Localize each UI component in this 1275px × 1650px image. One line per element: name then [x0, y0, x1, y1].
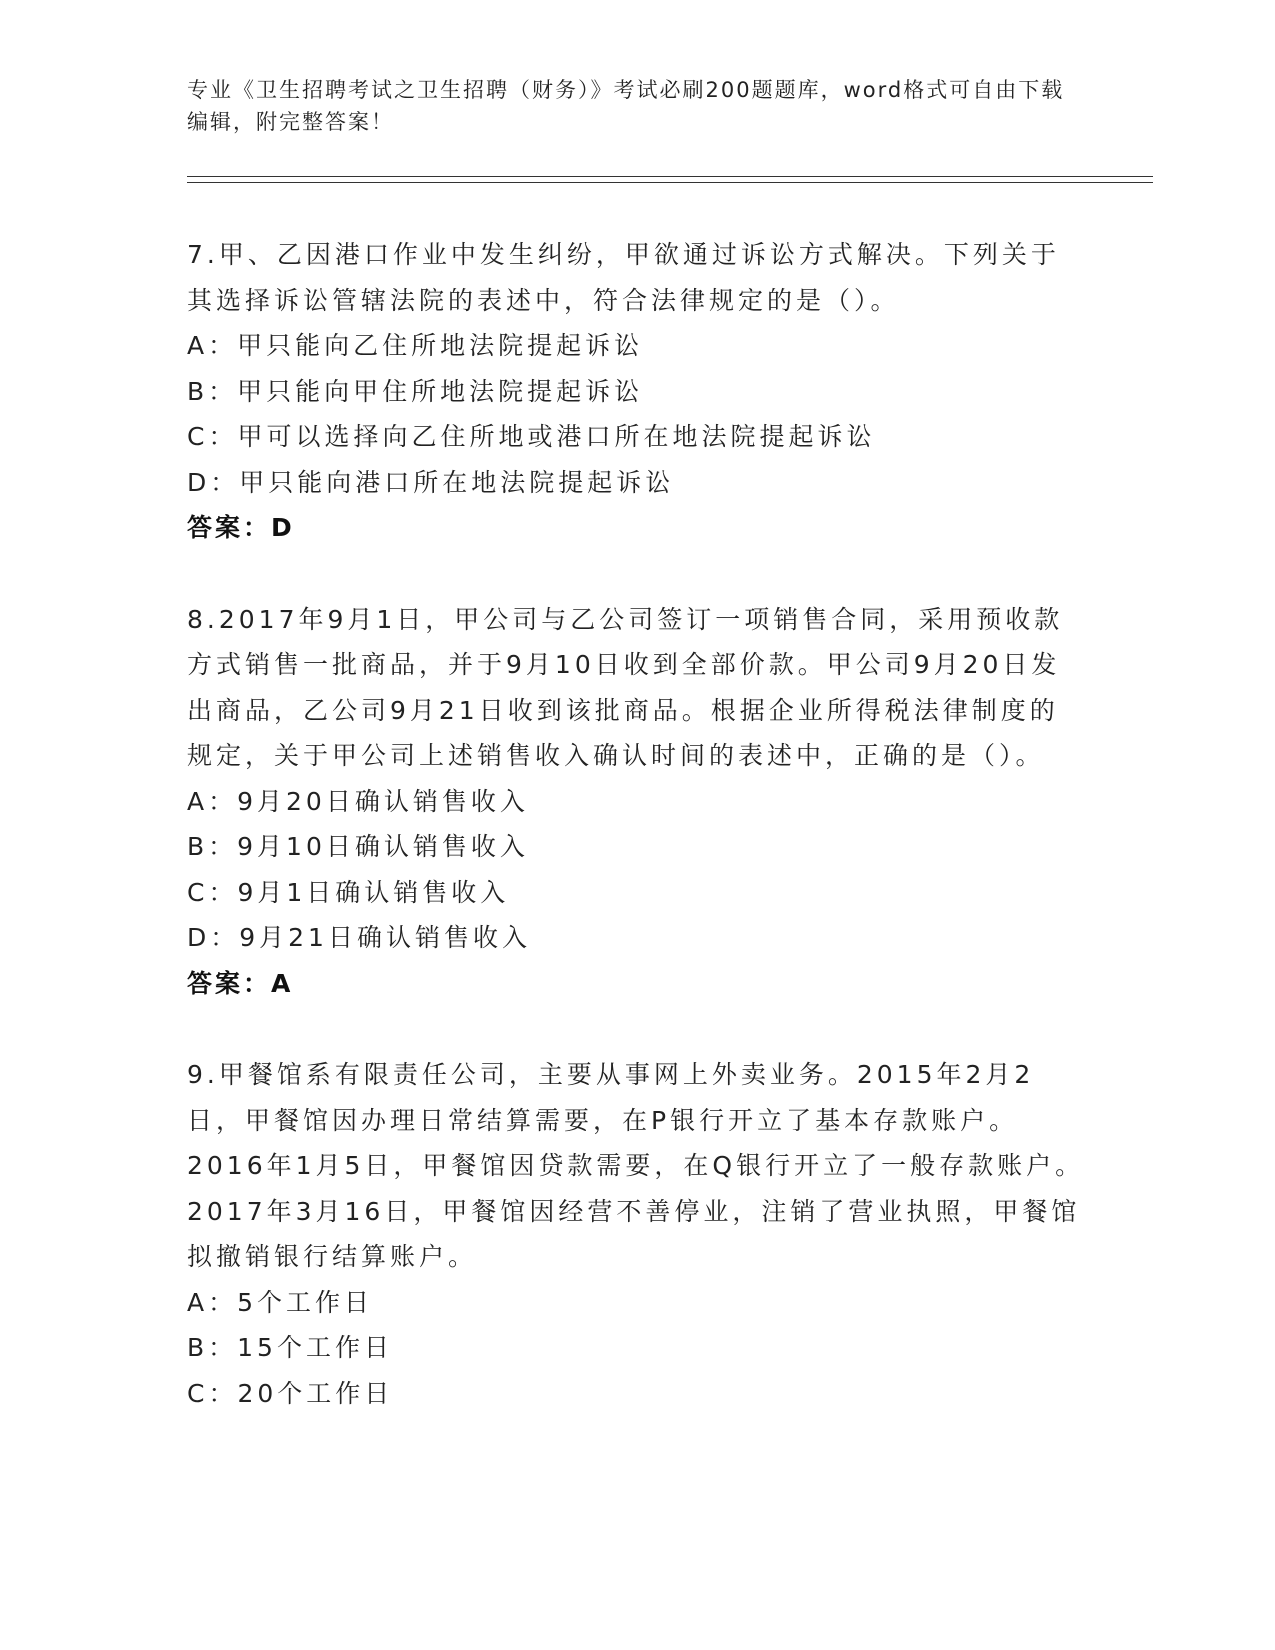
question-list [187, 232, 1087, 1462]
option-c: C：9月1日确认销售收入 [187, 877, 510, 907]
answer-value: A [271, 968, 294, 998]
question-text: 7.甲、乙因港口作业中发生纠纷，甲欲通过诉讼方式解决。下列关于其选择诉讼管辖法院的表述中，符合法律规定的是（）。 [187, 240, 1060, 315]
option-c: C：20个工作日 [187, 1378, 394, 1408]
answer [187, 505, 1087, 551]
question-text: 8.2017年9月1日，甲公司与乙公司签订一项销售合同，采用预收款方式销售一批商品，并于9月10日收到全部价款。甲公司9月20日发出商品，乙公司9月21日收到该批商品。根据企业所得税法律制度的规定，关于甲公司上述销售收入确认时间的表述中，正确的是（）。 [187, 604, 1064, 770]
header-divider-top [187, 176, 1153, 177]
option-a: A：9月20日确认销售收入 [187, 786, 529, 816]
option-d: D：甲只能向港口所在地法院提起诉讼 [187, 467, 675, 497]
answer-value: D [271, 513, 295, 542]
option-b: B：15个工作日 [187, 1333, 393, 1362]
option-b: B：9月10日确认销售收入 [187, 832, 529, 861]
option-a: A：5个工作日 [187, 1287, 374, 1317]
option-a: A：甲只能向乙住所地法院提起诉讼 [187, 331, 644, 360]
option-b: B：甲只能向甲住所地法院提起诉讼 [187, 376, 644, 406]
answer-label: 答案： [187, 513, 272, 542]
header-divider-bottom [187, 182, 1153, 183]
answer-label: 答案： [187, 968, 272, 998]
question-item [187, 597, 1087, 1007]
page-header: 专业《卫生招聘考试之卫生招聘（财务）》考试必刷200题题库，word格式可自由下载编辑，附完整答案！ [187, 78, 1065, 134]
question-item [187, 232, 1087, 551]
question-item [187, 1052, 1087, 1416]
answer [187, 961, 1087, 1007]
question-text: 9.甲餐馆系有限责任公司，主要从事网上外卖业务。2015年2月2日，甲餐馆因办理日常结算需要，在P银行开立了基本存款账户。2016年1月5日，甲餐馆因贷款需要，在Q银行开立了一般存款账户。2017年3月16日，甲餐馆因经营不善停业，注销了营业执照，甲餐馆拟撤销银行结算账户。 [187, 1060, 1085, 1271]
option-d: D：9月21日确认销售收入 [187, 923, 531, 952]
option-c: C：甲可以选择向乙住所地或港口所在地法院提起诉讼 [187, 422, 876, 451]
